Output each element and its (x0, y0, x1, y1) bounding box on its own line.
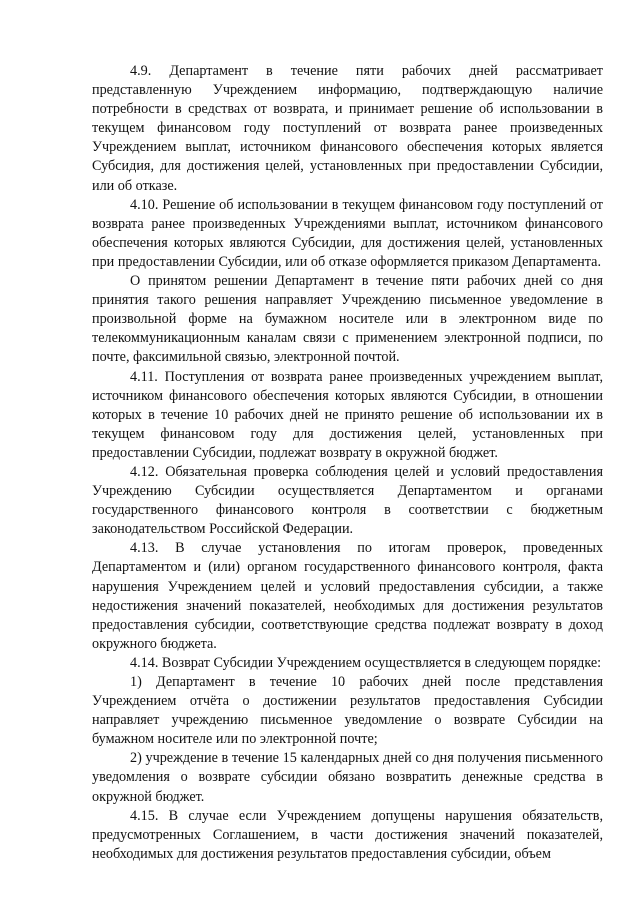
paragraph-4-11: 4.11. Поступления от возврата ранее произведенных учреждением выплат, источником финансового обеспечения которых являются Субсидии, в отношении которых в течение 10 рабочих дней не принято решение об использовании их в текущем финансовом году для достижения целей, установленных при предоставлении Субсидии, подлежат возврату в окружной бюджет. (92, 368, 603, 461)
paragraph-4-14: 4.14. Возврат Субсидии Учреждением осуществляется в следующем порядке: (130, 654, 602, 671)
paragraph-4-12: 4.12. Обязательная проверка соблюдения целей и условий предоставления Учреждению Субсидии осуществляется Департаментом и органами государственного финансового контроля в соответствии с бюджетным законодательством Российской Федерации. (92, 463, 603, 538)
paragraph-decision-notice: О принятом решении Департамент в течение пяти рабочих дней со дня принятия такого решения направляет Учреждению письменное уведомление в произвольной форме на бумажном носителе или в электронном виде по телекоммуникационным каналам связи с применением электронной подписи, по почте, факсимильной связью, электронной почтой. (92, 273, 603, 366)
paragraph-4-13: 4.13. В случае установления по итогам проверок, проведенных Департаментом и (или) органом государственного финансового контроля, факта нарушения Учреждением целей и условий предоставления субсидии, а также недостижения значений показателей, необходимых для достижения результатов предоставления субсидии, соответствующие средства подлежат возврату в доход окружного бюджета. (92, 540, 603, 652)
document-page (92, 62, 603, 864)
list-item-2: 2) учреждение в течение 15 календарных дней со дня получения письменного уведомления о возврате субсидии обязано возвратить денежные средства в окружной бюджет. (92, 750, 603, 805)
list-item-1: 1) Департамент в течение 10 рабочих дней после представления Учреждением отчёта о достижении результатов предоставления Субсидии направляет учреждению письменное уведомление о возврате Субсидии на бумажном носителе или по электронной почте; (92, 674, 603, 748)
paragraph-4-9: 4.9. Департамент в течение пяти рабочих дней рассматривает представленную Учреждением информацию, подтверждающую наличие потребности в средствах от возврата, и принимает решение об использовании в текущем финансовом году поступлений от возврата ранее произведенных Учреждением выплат, источником финансового обеспечения которых является Субсидия, для достижения целей, установленных при предоставлении Субсидии, или об отказе. (92, 63, 603, 194)
paragraph-4-15: 4.15. В случае если Учреждением допущены нарушения обязательств, предусмотренных Соглашением, в части достижения значений показателей, необходимых для достижения результатов предоставления субсидии, объем (92, 807, 603, 862)
paragraph-4-10: 4.10. Решение об использовании в текущем финансовом году поступлений от возврата ранее произведенных Учреждениями выплат, источником финансового обеспечения которых являются Субсидии, для достижения целей, установленных при предоставлении Субсидии, или об отказе оформляется приказом Департамента. (92, 196, 603, 270)
